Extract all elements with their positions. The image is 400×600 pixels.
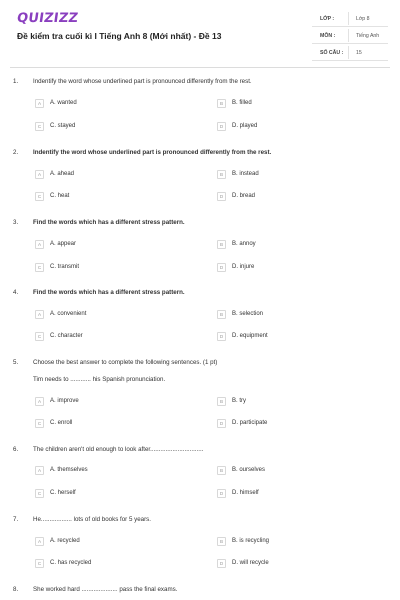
option-letter-box: C [35, 559, 44, 568]
option-letter-box: D [217, 122, 226, 131]
option-text: C. herself [50, 490, 76, 496]
option-text: B. try [232, 398, 247, 404]
header-divider [10, 67, 390, 68]
option-text: A. themselves [50, 467, 88, 473]
meta-label: LỚP : [320, 16, 335, 22]
option-letter-box: A [35, 99, 44, 108]
option-text: B. filled [232, 100, 252, 106]
option-letter-box: D [217, 263, 226, 272]
option-letter-box: C [35, 192, 44, 201]
question-text: Find the words which has a different stress pattern. [33, 289, 185, 296]
option-letter-box: C [35, 122, 44, 131]
option-letter-box: C [35, 419, 44, 428]
option-text: C. character [50, 333, 83, 339]
option-text: A. recycled [50, 538, 80, 544]
option-letter-box: C [35, 263, 44, 272]
option-text: C. stayed [50, 123, 76, 129]
option-text: C. has recycled [50, 560, 92, 566]
question-text: She worked hard ..................... pass the final exams. [33, 586, 178, 593]
option-letter-box: A [35, 170, 44, 179]
question-text: Find the words which has a different stress pattern. [33, 219, 185, 226]
option-letter-box: B [217, 240, 226, 249]
question-number: 6. [13, 446, 19, 453]
option-text: A. improve [50, 398, 79, 404]
option-letter-box: D [217, 489, 226, 498]
option-text: D. will recycle [232, 560, 269, 566]
option-letter-box: A [35, 310, 44, 319]
quizizz-logo: QUIZIZZ [15, 11, 80, 26]
option-text: A. appear [50, 241, 77, 247]
question-sentence: Tim needs to ............ his Spanish pronunciation. [33, 376, 166, 383]
meta-label: MÔN : [320, 33, 336, 39]
option-text: D. participate [232, 420, 268, 426]
option-letter-box: D [217, 192, 226, 201]
option-letter-box: C [35, 489, 44, 498]
option-letter-box: A [35, 240, 44, 249]
option-letter-box: B [217, 99, 226, 108]
meta-value: 15 [356, 50, 362, 56]
option-text: A. convenient [50, 311, 87, 317]
option-letter-box: A [35, 537, 44, 546]
option-letter-box: A [35, 466, 44, 475]
option-letter-box: B [217, 397, 226, 406]
meta-row-class [312, 10, 388, 27]
meta-row-count [312, 44, 388, 61]
option-letter-box: B [217, 170, 226, 179]
option-text: B. selection [232, 311, 264, 317]
question-number: 1. [13, 78, 19, 85]
question-number: 5. [13, 359, 19, 366]
option-text: B. instead [232, 171, 259, 177]
option-text: B. annoy [232, 241, 256, 247]
question-text: Choose the best answer to complete the following sentences. (1 pt) [33, 359, 218, 366]
option-text: C. heat [50, 193, 70, 199]
option-letter-box: B [217, 466, 226, 475]
option-text: D. played [232, 123, 258, 129]
question-number: 3. [13, 219, 19, 226]
document-title: Đề kiểm tra cuối kì I Tiếng Anh 8 (Mới nhất) - Đề 13 [17, 31, 222, 41]
question-number: 8. [13, 586, 19, 593]
option-text: B. is recycling [232, 538, 270, 544]
question-text: Indentify the word whose underlined part is pronounced differently from the rest. [33, 149, 272, 156]
option-letter-box: A [35, 397, 44, 406]
option-text: A. wanted [50, 100, 77, 106]
document-header [0, 0, 400, 64]
question-text: The children aren't old enough to look after............................... [33, 446, 204, 453]
option-text: D. injure [232, 264, 255, 270]
meta-label: SỐ CÂU : [320, 50, 344, 56]
option-letter-box: D [217, 332, 226, 341]
option-text: C. enroll [50, 420, 73, 426]
question-number: 2. [13, 149, 19, 156]
option-letter-box: B [217, 310, 226, 319]
option-text: C. transmit [50, 264, 80, 270]
option-letter-box: D [217, 419, 226, 428]
option-text: B. ourselves [232, 467, 266, 473]
meta-row-subject [312, 27, 388, 44]
meta-value: Lớp 8 [356, 16, 370, 22]
option-text: D. himself [232, 490, 259, 496]
question-number: 7. [13, 516, 19, 523]
option-text: D. equipment [232, 333, 268, 339]
meta-value: Tiếng Anh [356, 33, 380, 39]
option-text: D. bread [232, 193, 256, 199]
question-text: Indentify the word whose underlined part is pronounced differently from the rest. [33, 78, 252, 85]
meta-table [312, 10, 388, 61]
option-text: A. ahead [50, 171, 75, 177]
option-letter-box: D [217, 559, 226, 568]
question-text: He.................. lots of old books for 5 years. [33, 516, 151, 523]
option-letter-box: C [35, 332, 44, 341]
question-number: 4. [13, 289, 19, 296]
option-letter-box: B [217, 537, 226, 546]
